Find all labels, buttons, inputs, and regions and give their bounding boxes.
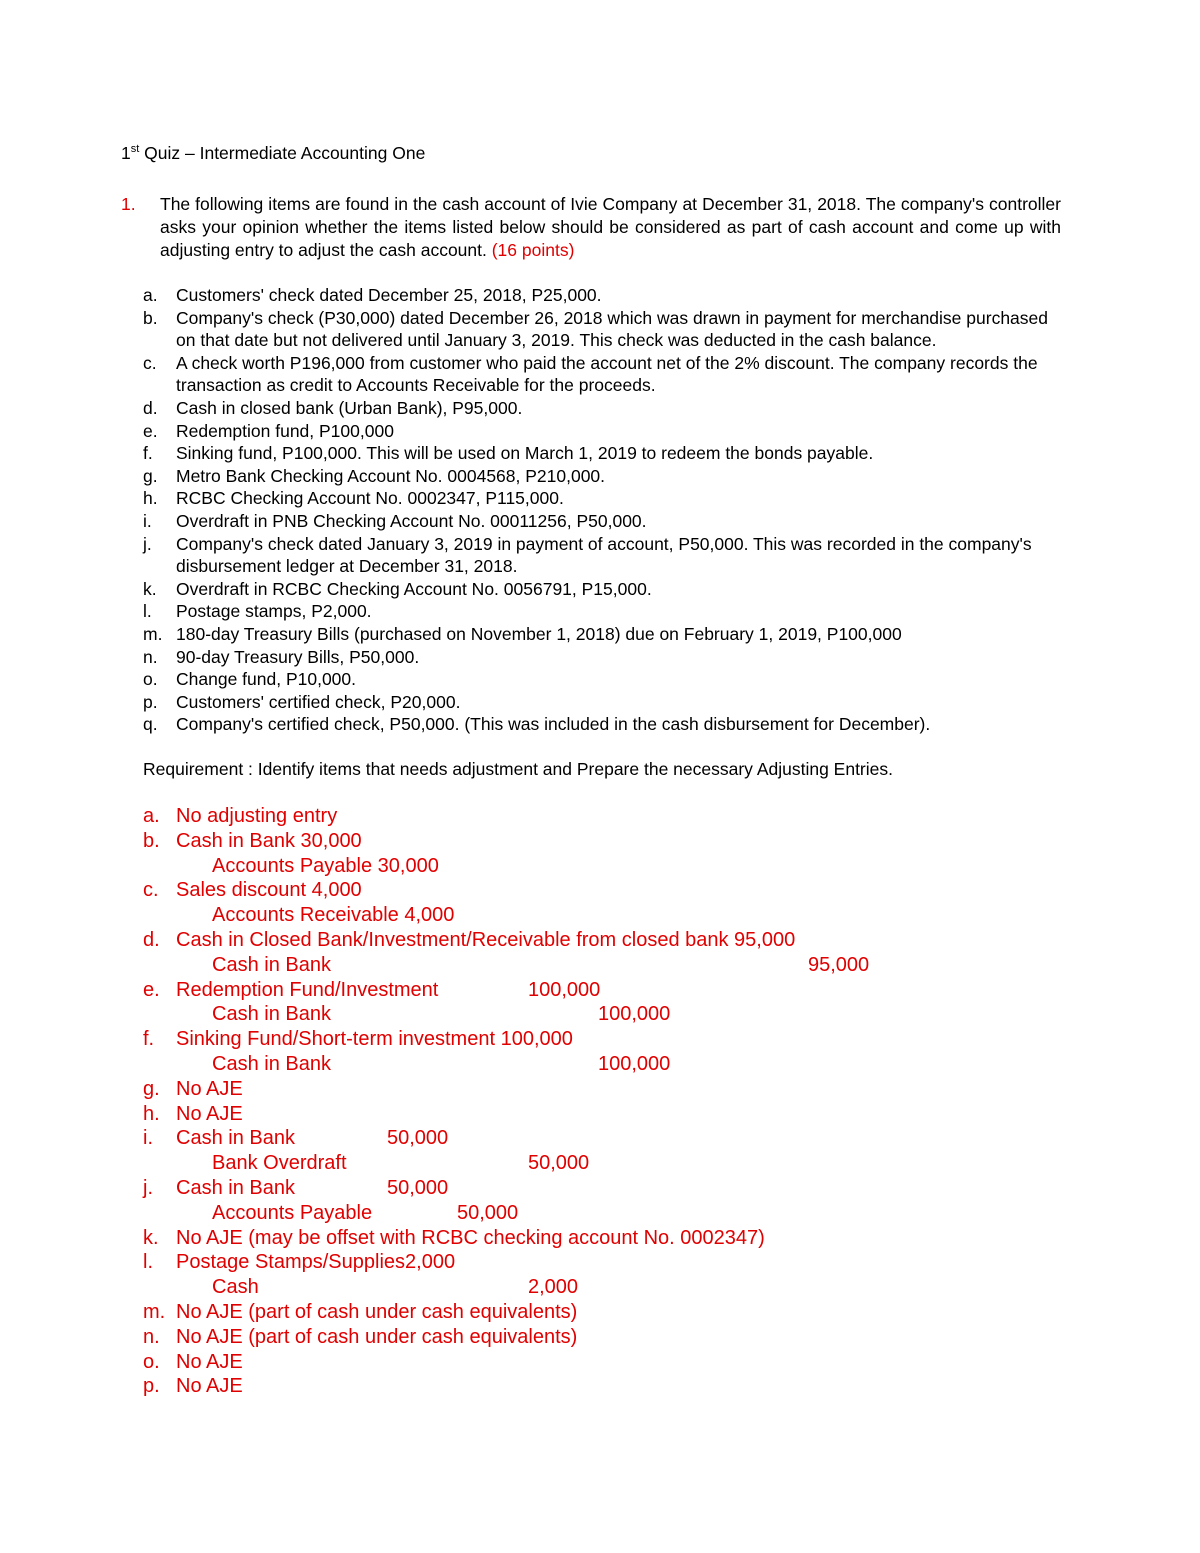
item-letter: m. — [143, 623, 163, 644]
list-item — [143, 600, 1061, 623]
item-text: Overdraft in RCBC Checking Account No. 0056791, P15,000. — [176, 578, 652, 599]
list-item — [143, 442, 1061, 465]
credit-amount: 100,000 — [598, 1003, 671, 1026]
answer-item — [143, 1077, 1043, 1102]
list-item — [143, 487, 1061, 510]
debit-entry: Cash in Bank — [176, 1176, 295, 1199]
title-text: Quiz – Intermediate Accounting One — [139, 143, 426, 163]
credit-line — [143, 1002, 1043, 1027]
list-item — [143, 713, 1061, 736]
answer-item — [143, 829, 1043, 854]
list-item — [143, 307, 1061, 352]
answer-letter: f. — [143, 1028, 155, 1051]
list-item — [143, 352, 1061, 397]
answer-item — [143, 1226, 1043, 1251]
credit-line — [143, 1201, 1043, 1226]
list-item — [143, 284, 1061, 307]
answer-item — [143, 878, 1043, 903]
debit-entry: No AJE — [176, 1350, 243, 1373]
debit-entry: No AJE (part of cash under cash equivalents) — [176, 1325, 578, 1348]
answer-item — [143, 804, 1043, 829]
debit-entry: No AJE (may be offset with RCBC checking account No. 0002347) — [176, 1226, 765, 1249]
credit-amount: 50,000 — [457, 1201, 519, 1224]
question-1 — [121, 193, 1061, 262]
debit-entry: Cash in Bank — [176, 1127, 295, 1150]
list-item — [143, 623, 1061, 646]
answer-letter: j. — [143, 1176, 153, 1199]
item-letter: j. — [143, 533, 152, 554]
item-text: Company's certified check, P50,000. (This was included in the cash disbursement for December). — [176, 714, 931, 735]
debit-amount: 50,000 — [387, 1176, 449, 1199]
item-letter: i. — [143, 510, 152, 531]
list-item — [143, 691, 1061, 714]
item-letter: c. — [143, 352, 157, 373]
question-points: (16 points) — [491, 240, 575, 260]
question-text-block — [160, 193, 1061, 262]
answer-item — [143, 928, 1043, 953]
credit-entry: Cash in Bank — [212, 953, 331, 976]
item-letter: n. — [143, 646, 158, 667]
item-text: 90-day Treasury Bills, P50,000. — [176, 646, 420, 667]
item-text: Metro Bank Checking Account No. 0004568, P210,000. — [176, 465, 606, 486]
debit-entry: Cash in Closed Bank/Investment/Receivable from closed bank 95,000 — [176, 928, 796, 951]
credit-line — [143, 854, 1043, 879]
item-letter: o. — [143, 669, 158, 690]
debit-entry: No AJE — [176, 1102, 243, 1125]
answer-letter: d. — [143, 928, 160, 951]
credit-entry: Accounts Receivable 4,000 — [212, 904, 455, 927]
page-title — [121, 143, 425, 164]
answer-letter: n. — [143, 1325, 160, 1348]
item-letter: h. — [143, 488, 158, 509]
credit-line — [143, 1275, 1043, 1300]
debit-entry: No AJE — [176, 1375, 243, 1398]
answer-letter: m. — [143, 1300, 166, 1323]
item-text: Overdraft in PNB Checking Account No. 00011256, P50,000. — [176, 510, 647, 531]
item-text: Change fund, P10,000. — [176, 669, 357, 690]
answer-letter: e. — [143, 978, 160, 1001]
answer-letter: k. — [143, 1226, 159, 1249]
debit-entry: Sales discount 4,000 — [176, 879, 362, 902]
debit-amount: 100,000 — [528, 978, 601, 1001]
credit-entry: Cash in Bank — [212, 1003, 331, 1026]
question-text: The following items are found in the cash account of Ivie Company at December 31, 2018. The company's controller asks your opinion whether the items listed below should be considered as part of cash account and come up with adjusting entry to adjust the cash account. — [160, 194, 1061, 260]
credit-amount: 100,000 — [598, 1052, 671, 1075]
item-letter: a. — [143, 285, 158, 305]
credit-amount: 95,000 — [808, 953, 870, 976]
item-text: Cash in closed bank (Urban Bank), P95,000. — [176, 397, 523, 418]
debit-entry: Cash in Bank 30,000 — [176, 829, 362, 852]
item-letter: p. — [143, 691, 158, 712]
answer-letter: c. — [143, 879, 159, 902]
answer-item — [143, 1126, 1043, 1151]
answer-letter: o. — [143, 1350, 160, 1373]
credit-entry: Bank Overdraft — [212, 1152, 347, 1175]
debit-entry: Sinking Fund/Short-term investment 100,000 — [176, 1028, 573, 1051]
answer-item — [143, 1374, 1043, 1399]
debit-entry: Redemption Fund/Investment — [176, 978, 439, 1001]
answer-item — [143, 1325, 1043, 1350]
debit-entry: No AJE (part of cash under cash equivalents) — [176, 1300, 578, 1323]
answer-letter: g. — [143, 1077, 160, 1100]
answer-letter: p. — [143, 1375, 160, 1398]
list-item — [143, 510, 1061, 533]
item-text: 180-day Treasury Bills (purchased on November 1, 2018) due on February 1, 2019, P100,000 — [176, 623, 902, 644]
item-text: Customers' certified check, P20,000. — [176, 691, 461, 712]
list-item — [143, 420, 1061, 443]
item-letter: e. — [143, 420, 158, 441]
answer-item — [143, 1250, 1043, 1275]
credit-line — [143, 1052, 1043, 1077]
title-ordinal-suffix: st — [130, 143, 140, 156]
credit-line — [143, 1151, 1043, 1176]
answer-item — [143, 1350, 1043, 1375]
item-letter: q. — [143, 714, 158, 735]
answer-letter: l. — [143, 1251, 153, 1274]
answer-item — [143, 978, 1043, 1003]
item-list — [143, 284, 1061, 736]
item-text: Company's check dated January 3, 2019 in payment of account, P50,000. This was recorded in the company's disbursement ledger at December 31, 2018. — [176, 533, 1032, 577]
list-item — [143, 397, 1061, 420]
credit-entry: Cash — [212, 1276, 259, 1299]
item-letter: d. — [143, 397, 158, 418]
item-letter: g. — [143, 465, 158, 486]
list-item — [143, 465, 1061, 488]
question-number: 1. — [121, 194, 136, 214]
answer-letter: i. — [143, 1127, 153, 1150]
answer-item — [143, 1102, 1043, 1127]
title-ordinal: 1 — [121, 143, 131, 163]
item-letter: k. — [143, 578, 157, 599]
item-text: Customers' check dated December 25, 2018, P25,000. — [176, 285, 602, 305]
answer-item — [143, 1027, 1043, 1052]
list-item — [143, 578, 1061, 601]
credit-line — [143, 953, 1043, 978]
item-text: RCBC Checking Account No. 0002347, P115,000. — [176, 488, 564, 509]
requirement-text: Requirement : Identify items that needs adjustment and Prepare the necessary Adjusting Entries. — [143, 759, 893, 779]
answer-item — [143, 1176, 1043, 1201]
answer-letter: h. — [143, 1102, 160, 1125]
item-text: Company's check (P30,000) dated December 26, 2018 which was drawn in payment for merchandise purchased on that date but not delivered until January 3, 2019. This check was deducted in the cash balance. — [176, 307, 1049, 351]
answer-item — [143, 1300, 1043, 1325]
debit-entry: Postage Stamps/Supplies2,000 — [176, 1251, 456, 1274]
credit-amount: 2,000 — [528, 1276, 579, 1299]
item-text: A check worth P196,000 from customer who paid the account net of the 2% discount. The company records the transaction as credit to Accounts Receivable for the proceeds. — [176, 352, 1038, 396]
item-text: Sinking fund, P100,000. This will be used on March 1, 2019 to redeem the bonds payable. — [176, 443, 874, 464]
debit-amount: 50,000 — [387, 1127, 449, 1150]
item-letter: l. — [143, 601, 152, 622]
item-text: Redemption fund, P100,000 — [176, 420, 394, 441]
list-item — [143, 668, 1061, 691]
credit-entry: Accounts Payable — [212, 1201, 373, 1224]
item-letter: b. — [143, 307, 158, 328]
answer-letter: a. — [143, 805, 160, 827]
credit-entry: Cash in Bank — [212, 1052, 331, 1075]
debit-entry: No AJE — [176, 1077, 243, 1100]
credit-line — [143, 903, 1043, 928]
credit-amount: 50,000 — [528, 1152, 590, 1175]
answer-letter: b. — [143, 829, 160, 852]
list-item — [143, 533, 1061, 578]
debit-entry: No adjusting entry — [176, 805, 338, 827]
list-item — [143, 646, 1061, 669]
item-text: Postage stamps, P2,000. — [176, 601, 372, 622]
credit-entry: Accounts Payable 30,000 — [212, 854, 439, 877]
item-letter: f. — [143, 443, 153, 464]
answer-list — [143, 804, 1043, 1399]
